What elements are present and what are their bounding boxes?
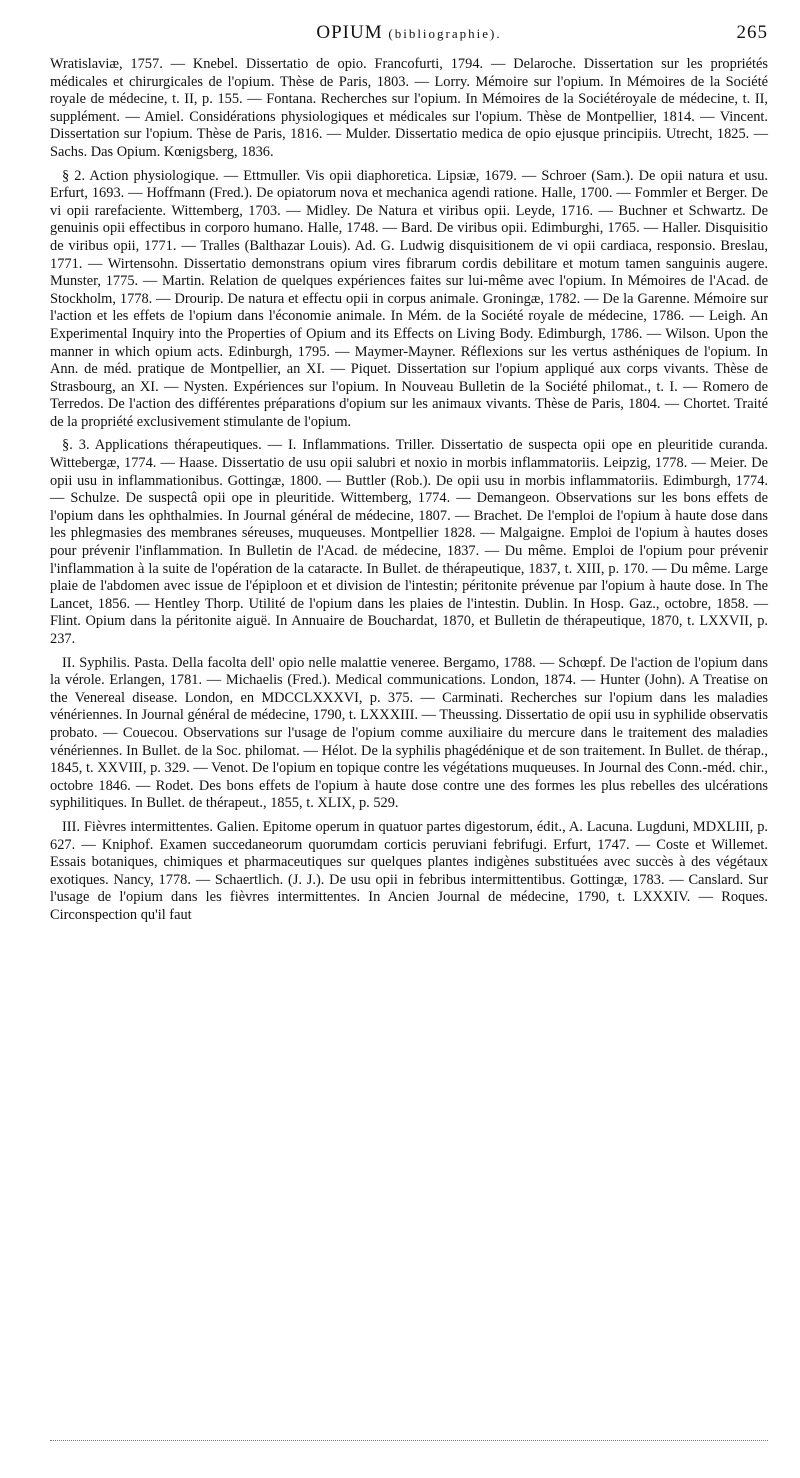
bibliography-body [50,56,768,925]
footer-dotted-rule [50,1440,768,1441]
section-2-physiological-action: § 2. Action physiologique. — Ettmuller. Vis opii diaphoretica. Lipsiæ, 1679. — Schroer (Sam.). De opii natura et usu. Erfurt, 1693. — Hoffmann (Fred.). De opiatorum nova et mechanica agendi ratione. Halle, 1700. — Fommler et Berger. De vi opii rarefaciente. Wittemberg, 1703. — Midley. De Natura et viribus opii. Leyde, 1716. — Buchner et Schwartz. De genuinis opii effectibus in corporo humano. Halle, 1748. — Bard. De viribus opii. Edimburghi, 1765. — Haller. Disquisitio de viribus opii, 1771. — Tralles (Balthazar Louis). Ad. G. Ludwig disquisitionem de vi opii cardiaca, responsio. Breslau, 1771. — Wirtensohn. Dissertatio demonstrans opium vires fibrarum cordis debilitare et motum tamen sanguinis augere. Munster, 1775. — Martin. Relation de quelques expériences faites sur lui-même avec l'opium. In Mémoires de l'Acad. de Stockholm, 1778. — Drourip. De natura et effectu opii in corpus animale. Groningæ, 1782. — De la Garenne. Mémoire sur l'action et les effets de l'opium dans l'économie animale. In Mém. de la Société royale de médecine, 1786. — Leigh. An Experimental Inquiry into the Properties of Opium and its Effects on Living Body. Edimburgh, 1786. — Wilson. Upon the manner in which opium acts. Edinburgh, 1795. — Maymer-Mayner. Réflexions sur les vertus asthéniques de l'opium. In Ann. de méd. pratique de Montpellier, an XI. — Piquet. Dissertation sur l'opium appliqué aux corps vivants. Thèse de Strasbourg, an XI. — Nysten. Expériences sur l'opium. In Nouveau Bulletin de la Société philomat., t. I. — Romero de Terredos. De l'action des différentes préparations d'opium sur les animaux vivants. Thèse de Paris, 1804. — Chortet. Traité de la propriété exclusivement stimulante de l'opium. [50,167,768,430]
running-header [50,22,768,56]
bibliography-paragraph-1: Wratislaviæ, 1757. — Knebel. Dissertatio de opio. Francofurti, 1794. — Delaroche. Dissertation sur les propriétés médicales et chirurgicales de l'opium. Thèse de Paris, 1803. — Lorry. Mémoire sur l'opium. In Mémoires de la Société royale de médecine, t. II, p. 155. — Fontana. Recherches sur l'opium. In Mémoires de la Sociétéroyale de médecine, t. II, supplément. — Amiel. Considérations physiologiques et médicales sur l'opium. Thèse de Montpellier, 1814. — Vincent. Dissertation sur l'opium. Thèse de Paris, 1816. — Mulder. Dissertatio medica de opio ejusque principiis. Utrecht, 1825. — Sachs. Das Opium. Kœnigsberg, 1836. [50,56,768,160]
subsection-intermittent-fevers: III. Fièvres intermittentes. Galien. Epitome operum in quatuor partes digestorum, édit., A. Lacuna. Lugduni, MDXLIII, p. 627. — Kniphof. Examen succedaneorum quorumdam corticis peruviani febrifugi. Erfurt, 1747. — Coste et Willemet. Essais botaniques, chimiques et pharmaceutiques sur quelques plantes indigènes substituées avec succès à des végétaux exotiques. Nancy, 1778. — Schaertlich. (J. J.). De usu opii in febribus intermittentibus. Gottingæ, 1783. — Canslard. Sur l'usage de l'opium dans les fièvres intermittentes. In Ancien Journal de médecine, 1790, t. LXXXIV. — Roques. Circonspection qu'il faut [50,818,768,923]
book-page [50,22,768,1462]
running-title-main: OPIUM [316,22,383,43]
running-title [316,22,501,44]
subsection-syphilis: II. Syphilis. Pasta. Della facolta dell' opio nelle malattie veneree. Bergamo, 1788. — Schœpf. De l'action de l'opium dans la vérole. Erlangen, 1781. — Michaelis (Fred.). Medical communications. London, 1874. — Hunter (John). A Treatise on the Venereal disease. London, en MDCCLXXXVI, p. 375. — Carminati. Recherches sur l'opium dans les maladies vénériennes. In Journal général de médecine, 1790, t. LXXXIII. — Theussing. Dissertatio de opii usu in syphilide observatis probato. — Couecou. Observations sur l'usage de l'opium comme auxiliaire du mercure dans le traitement des maladies vénériennes. In Bullet. de la Soc. philomat. — Hélot. De la syphilis phagédénique et de son traitement. In Bullet. de thérap., 1845, t. XXVIII, p. 329. — Venot. De l'opium en topique contre les végétations muqueuses. In Journal des Conn.-méd. chir., octobre 1846. — Rodet. Des bons effets de l'opium à haute dose contre une des formes les plus rebelles des ulcérations syphilitiques. In Bullet. de thérapeut., 1855, t. XLIX, p. 529. [50,654,768,812]
page-number: 265 [736,22,768,43]
running-title-sub: (bibliographie). [388,26,502,41]
section-3-therapeutic-applications: §. 3. Applications thérapeutiques. — I. Inflammations. Triller. Dissertatio de suspecta opii ope en pleuritide curanda. Wittebergæ, 1774. — Haase. Dissertatio de usu opii salubri et noxio in morbis inflammatoriis. Leipzig, 1778. — Meier. De opii usu in inflammationibus. Gottingæ, 1800. — Buttler (Rob.). De opii usu in morbis inflammatoriis. Edimburgh, 1774. — Schulze. De suspectâ opii ope in pleuritide. Wittemberg, 1774. — Demangeon. Observations sur les bons effets de l'opium dans les ophthalmies. In Journal général de médecine, 1807. — Brachet. De l'emploi de l'opium à haute dose dans les phlegmasies des membranes séreuses, muqueuses. Montpellier 1828. — Malgaigne. Emploi de l'opium à hautes doses pour prévenir l'inflammation. In Bulletin de l'Acad. de médecine, 1837. — Du même. Emploi de l'opium pour prévenir l'inflammation à la suite de l'opération de la cataracte. In Bullet. de thérapeutique, 1837, t. XIII, p. 170. — Du même. Large plaie de l'abdomen avec issue de l'épiploon et et division de l'intestin; péritonite prévenue par l'opium à haute dose. In The Lancet, 1856. — Hentley Thorp. Utilité de l'opium dans les plaies de l'intestin. Dublin. In Hosp. Gaz., octobre, 1858. — Flint. Opium dans la péritonite aiguë. In Annuaire de Bouchardat, 1870, et Bulletin de thérapeutique, 1870, t. LXXVII, p. 237. [50,437,768,647]
